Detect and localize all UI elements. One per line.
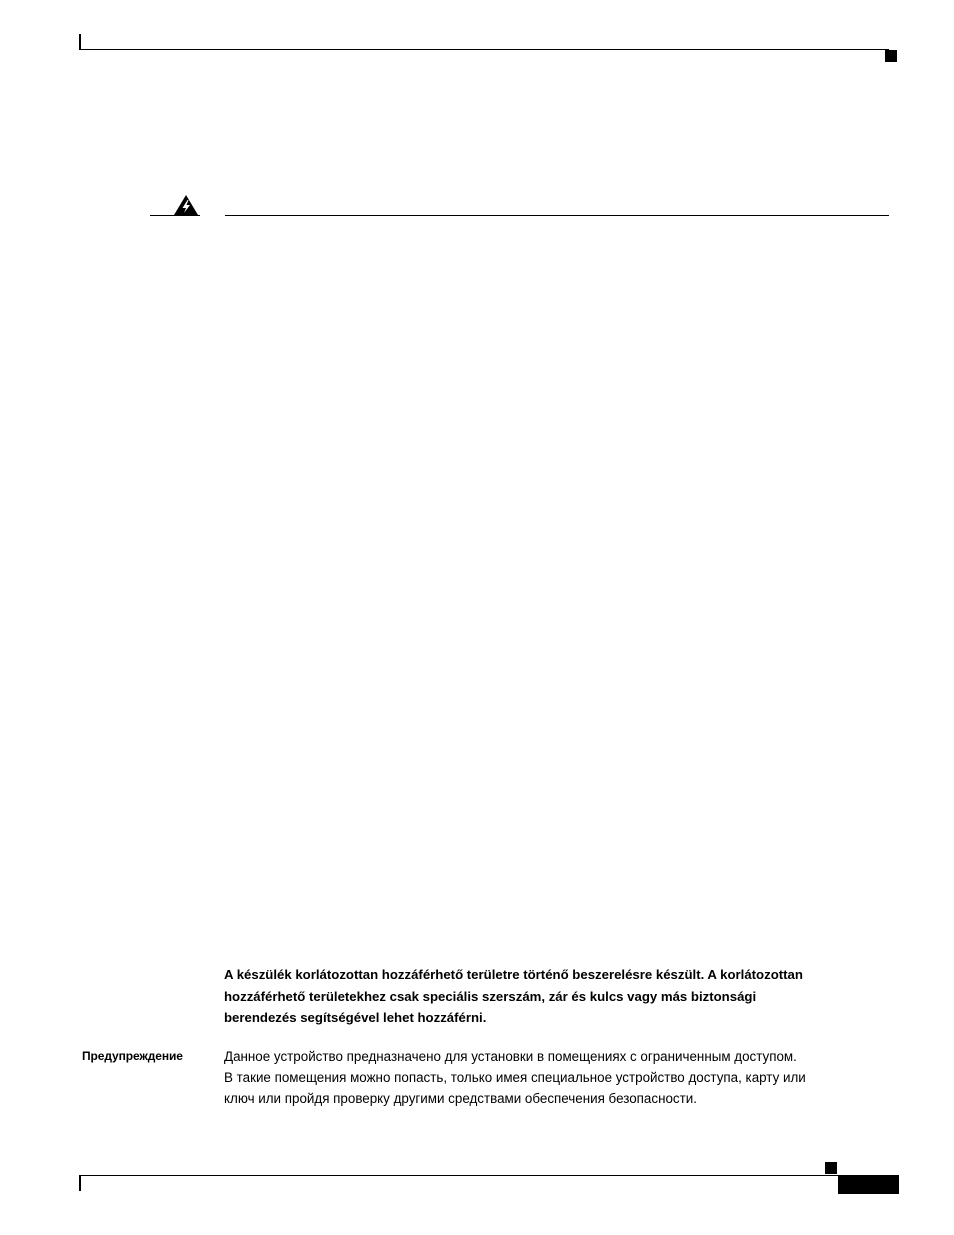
footer-page-block xyxy=(838,1176,899,1194)
header-marker-square xyxy=(885,50,897,62)
warning-triangle-electrical-icon xyxy=(173,194,199,216)
footer-corner-tick xyxy=(79,1175,81,1191)
warning-line: berendezés segítségével lehet hozzáférni. xyxy=(224,1010,487,1025)
warning-text-hungarian xyxy=(224,964,904,1029)
warning-line: Данное устройство предназначено для установки в помещениях с ограниченным доступом. xyxy=(224,1049,797,1064)
warning-text-russian xyxy=(224,1046,904,1109)
header-corner-tick xyxy=(79,34,81,50)
warning-line: hozzáférhető területekhez csak speciális szerszám, zár és kulcs vagy más biztonsági xyxy=(224,988,757,1004)
warning-line: A készülék korlátozottan hozzáférhető területre történő beszerelésre készült. A korlátozottan xyxy=(224,967,803,982)
warning-icon-rule xyxy=(150,215,200,216)
warning-label-russian: Предупреждение xyxy=(82,1049,183,1063)
warning-line: ключ или пройдя проверку другими средствами обеспечения безопасности. xyxy=(224,1091,697,1106)
footer-rule xyxy=(79,1175,899,1176)
header-rule xyxy=(79,49,889,50)
footer-marker-square xyxy=(825,1162,837,1174)
warning-section-rule xyxy=(225,215,889,216)
warning-line: В такие помещения можно попасть, только имея специальное устройство доступа, карту или xyxy=(224,1070,806,1085)
